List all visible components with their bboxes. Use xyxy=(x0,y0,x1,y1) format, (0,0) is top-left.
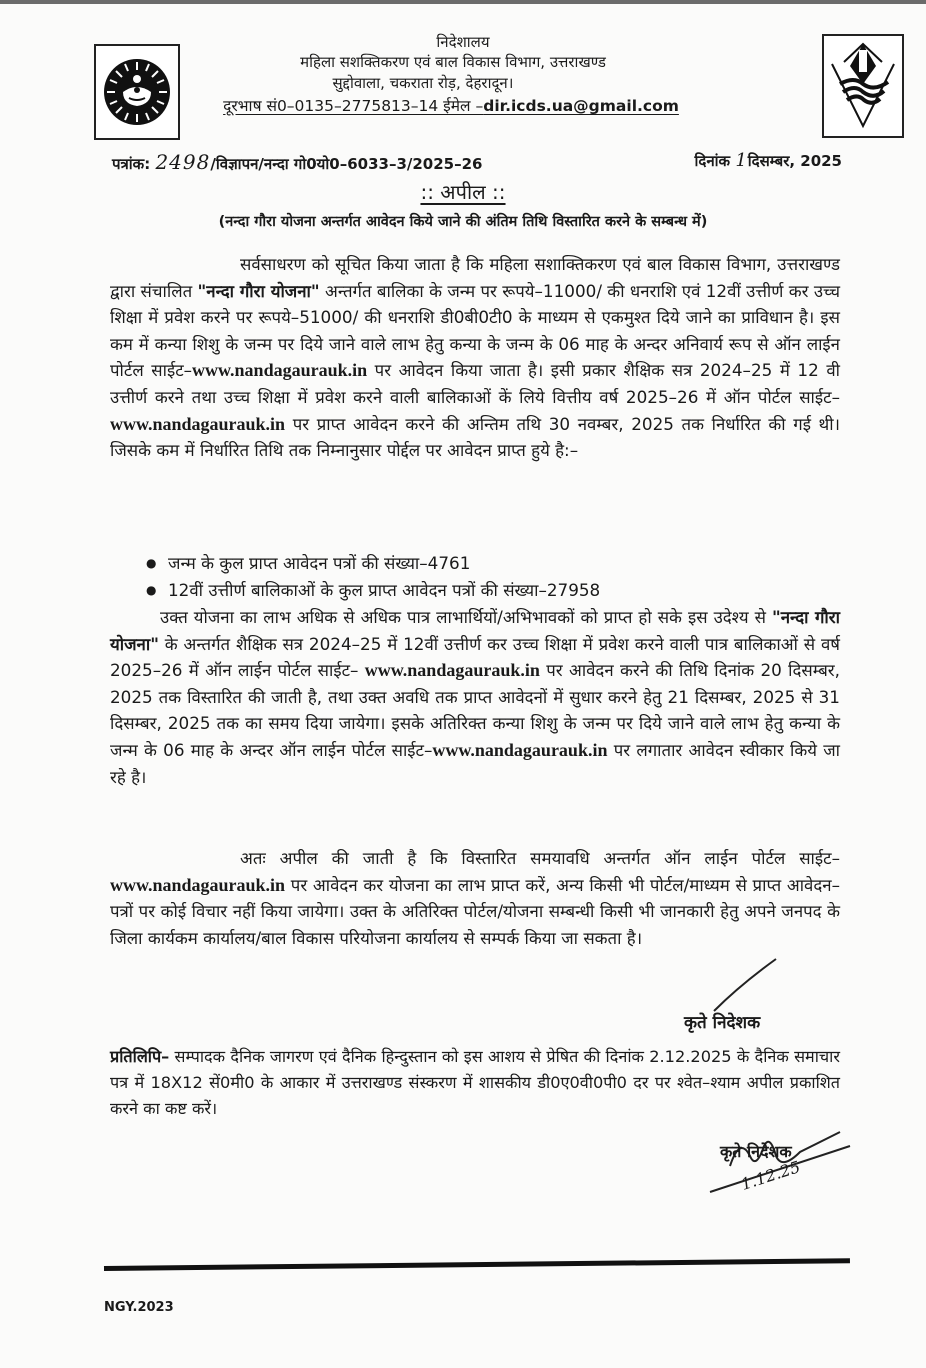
p2-text-c: पर आवेदन करने की तिथि दिनांक 20 दिसम्बर, 2025 तक विस्तारित की जाती है, तथा उक्त अवधि तक प्राप्त आवेदनों में सुधार करने हेतु 21 दिसम्बर, 2025 से 31 दिसम्बर, 2025 तक का समय दिया जायेगा। इसके अतिरिक्त कन्या शिशु के जन्म पर दिये जाने वाले लाभ हेतु कन्या के जन्म के 06 माह के अन्दर ऑन लाईन पोर्टल साईट– xyxy=(110,660,840,760)
office-address: सुद्दोवाला, चकराता रोड़, देहरादून। xyxy=(332,74,514,92)
reference-number-handwritten: 2498 xyxy=(155,150,211,174)
scan-top-edge xyxy=(0,0,926,4)
paragraph-appeal xyxy=(110,845,840,951)
portal-link[interactable]: www.nandagaurauk.in xyxy=(192,360,368,381)
department-name: महिला सशक्तिकरण एवं बाल विकास विभाग, उत्तराखण्ड xyxy=(300,53,606,71)
date-month-year: दिसम्बर, 2025 xyxy=(747,152,842,170)
signature-label: कृते निदेशक xyxy=(720,1142,792,1161)
portal-link[interactable]: www.nandagaurauk.in xyxy=(110,413,286,434)
portal-link[interactable]: www.nandagaurauk.in xyxy=(110,874,286,895)
letter-date xyxy=(694,150,842,171)
p2-text-b: के अन्तर्गत शैक्षिक सत्र 2024–25 में 12वीं उत्तीर्ण कर उच्च शिक्षा में प्रवेश करने वाली पात्र बालिकाओं से वर्ष 2025–26 में ऑन लाईन पोर्टल साईट– xyxy=(110,633,840,681)
date-label: दिनांक xyxy=(694,152,731,170)
document-title-text: :: अपील :: xyxy=(420,180,506,204)
reference-label: पत्रांक: xyxy=(112,155,151,173)
copy-to-label: प्रतिलिपि– xyxy=(110,1047,170,1066)
signature-stroke xyxy=(710,955,780,1015)
contact-email[interactable]: dir.icds.ua@gmail.com xyxy=(483,97,679,115)
p3-text-b: पर आवेदन कर योजना का लाभ प्राप्त करें, अन्य किसी भी पोर्टल/माध्यम से प्राप्त आवेदन–पत्रों पर कोई विचार नहीं किया जायेगा। उक्त के अतिरिक्त पोर्टल/योजना सम्बन्धी किसी भी जानकारी हेतु अपने जनपद के जिला कार्यकम कार्यालय/बाल विकास परियोजना कार्यालय से सम्पर्क किया जा सकता है। xyxy=(110,874,840,948)
p2-text-a: उक्त योजना का लाभ अधिक से अधिक पात्र लाभार्थियों/अभिभावकों को प्राप्त हो सके इस उदेश्य से xyxy=(160,607,772,627)
contact-phone: दूरभाष सं0–0135–2775813–14 ईमेल – xyxy=(223,97,484,115)
p2-text-d: पर लगातार आवेदन स्वीकार किये जा रहे है। xyxy=(110,739,840,787)
count-value: 4761 xyxy=(427,553,471,573)
count-value: 27958 xyxy=(546,580,601,600)
paragraph-extension xyxy=(110,604,840,790)
reference-line xyxy=(112,150,842,174)
list-item xyxy=(146,577,836,604)
contact-line xyxy=(0,96,914,116)
document-title xyxy=(0,178,926,205)
scheme-name: "नन्दा गौरा योजना" xyxy=(197,280,320,301)
p1-text-b: अन्तर्गत बालिका के जन्म पर रूपये–11000/ की धनराशि एवं 12वीं उत्तीर्ण कर उच्च शिक्षा में प्रवेश करने पर रूपये–51000/ की धनराशि डी0बी0टी0 के माध्यम से एकमुश्त दिये जाने का प्राविधान है। इस कम में कन्या शिशु के जन्म पर दिये जाने वाले लाभ हेतु कन्या के जन्म के 06 माह के अन्दर अनिवार्य रूप से ऑन लाईन पोर्टल साईट– xyxy=(110,280,840,381)
list-item xyxy=(146,550,836,577)
date-day-handwritten: 1 xyxy=(735,150,748,171)
portal-link[interactable]: www.nandagaurauk.in xyxy=(364,660,540,681)
signatory-title: कृते निदेशक xyxy=(684,1013,761,1033)
p3-text-a: अतः अपील की जाती है कि विस्तारित समयावधि अन्तर्गत ऑन लाईन पोर्टल साईट– xyxy=(240,848,840,868)
count-label: 12वीं उत्तीर्ण बालिकाओं के कुल प्राप्त आवेदन पत्रों की संख्या– xyxy=(168,580,547,600)
paragraph-intro xyxy=(110,251,840,464)
footer-code: NGY.2023 xyxy=(104,1300,174,1315)
p1-text-d: पर प्राप्त आवेदन करने की अन्तिम तथि 30 नवम्बर, 2025 तक निर्धारित की गई थी। जिसके कम में निर्धारित तिथि तक निम्नानुसार पोर्द्दल पर आवेदन प्राप्त हुये है:– xyxy=(110,413,840,461)
p1-text-c: पर आवेदन किया जाता है। इसी प्रकार शैक्षिक सत्र 2024–25 में 12 वी उत्तीर्ण करने तथा उच्च शिक्षा में प्रवेश करने वाली बालिकाओं कें लिये वित्तीय वर्ष 2025–26 में ऑन पोर्टल साईट– xyxy=(110,360,841,407)
office-name: निदेशालय xyxy=(436,33,490,51)
footer-divider xyxy=(104,1258,850,1271)
scheme-name: "नन्दा गौरा योजना" xyxy=(110,607,840,654)
reference-number: /विज्ञापन/नन्दा गो0यो0–6033–3/2025–26 xyxy=(210,155,483,173)
portal-link[interactable]: www.nandagaurauk.in xyxy=(432,739,608,760)
copy-to-section xyxy=(110,1044,840,1122)
application-counts-list xyxy=(146,550,836,604)
signature-date-handwritten: 1.12.25 xyxy=(738,1157,803,1194)
copy-to-text: सम्पादक दैनिक जागरण एवं दैनिक हिन्दुस्तान को इस आशय से प्रेषित की दिनांक 2.12.2025 के दैनिक समाचार पत्र में 18X12 सें0मी0 के आकार में उत्तराखण्ड संस्करण में शासकीय डी0ए0वी0पी0 दर पर श्वेत–श्याम अपील प्रकाशित करने का कष्ट करें। xyxy=(110,1047,840,1118)
document-subject: (नन्दा गौरा योजना अन्तर्गत आवेदन किये जाने की अंतिम तिथि विस्तारित करने के सम्बन्ध में) xyxy=(218,214,708,230)
count-label: जन्म के कुल प्राप्त आवेदन पत्रों की संख्या– xyxy=(168,553,428,573)
p1-text-a: सर्वसाधरण को सूचित किया जाता है कि महिला सशाक्तिकरण एवं बाल विकास विभाग, उत्तराखण्ड द्वारा संचालित xyxy=(110,254,840,301)
